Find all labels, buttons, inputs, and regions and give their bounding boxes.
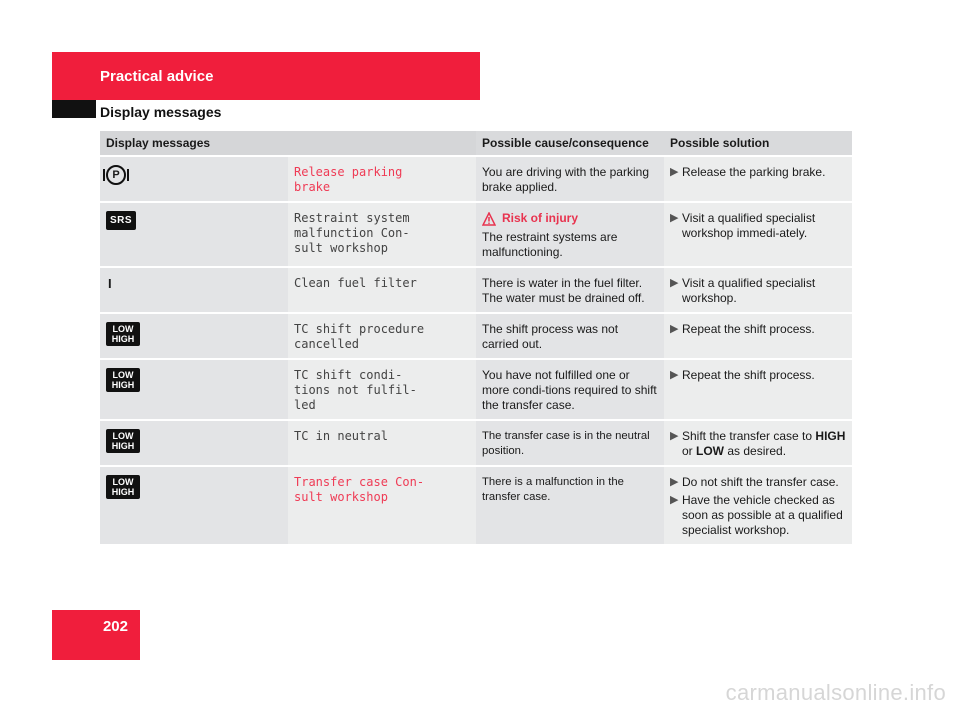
display-message-text: Restraint system malfunction Con- sult workshop <box>294 211 410 255</box>
display-message-text: TC in neutral <box>294 429 388 443</box>
arrow-bullet-icon: ▶ <box>670 369 679 381</box>
srs-icon: SRS <box>106 211 136 230</box>
solution-item: ▶ Have the vehicle checked as soon as possible at a qualified specialist workshop. <box>670 493 843 537</box>
message-cell <box>288 156 476 202</box>
solution-cell <box>664 202 852 267</box>
solution-item: ▶ Visit a qualified specialist workshop immedi-ately. <box>670 211 816 240</box>
arrow-bullet-icon: ▶ <box>670 166 679 178</box>
solution-cell <box>664 359 852 420</box>
solution-item: ▶ Shift the transfer case to HIGH or LOW as desired. <box>670 429 846 458</box>
solution-cell <box>664 466 852 544</box>
icon-cell <box>100 420 288 466</box>
low-high-icon: LOW HIGH <box>106 429 140 453</box>
cause-text: The shift process was not carried out. <box>482 322 619 351</box>
table-row <box>100 267 852 313</box>
cause-cell <box>476 359 664 420</box>
subsection-title: Display messages <box>100 104 222 120</box>
table-row <box>100 313 852 359</box>
warning-title: Risk of injury <box>502 211 579 225</box>
table-row <box>100 156 852 202</box>
page-number: 202 <box>102 618 128 635</box>
arrow-bullet-icon: ▶ <box>670 430 679 442</box>
cause-text: There is water in the fuel filter. The water must be drained off. <box>482 276 645 305</box>
display-message-text: TC shift condi- tions not fulfil- led <box>294 368 417 412</box>
watermark: carmanualsonline.info <box>725 680 946 705</box>
arrow-bullet-icon: ▶ <box>670 323 679 335</box>
display-message-text: Clean fuel filter <box>294 276 417 290</box>
icon-cell <box>100 313 288 359</box>
message-cell <box>288 420 476 466</box>
cause-text: The transfer case is in the neutral position. <box>482 430 650 457</box>
cause-cell <box>476 466 664 544</box>
message-cell <box>288 202 476 267</box>
display-message-text: Transfer case Con- sult workshop <box>294 475 425 504</box>
section-marker-tab <box>52 100 96 118</box>
parking-brake-icon: P <box>106 165 126 185</box>
arrow-bullet-icon: ▶ <box>670 212 679 224</box>
table-row <box>100 359 852 420</box>
solution-item: ▶ Visit a qualified specialist workshop. <box>670 276 816 305</box>
column-header-cause: Possible cause/consequence <box>476 131 664 156</box>
message-cell <box>288 359 476 420</box>
solution-cell <box>664 156 852 202</box>
cause-text: The restraint systems are malfunctioning. <box>482 230 618 259</box>
cause-text: There is a malfunction in the transfer case. <box>482 476 624 503</box>
solution-item: ▶ Repeat the shift process. <box>670 368 815 382</box>
table-header-row <box>100 131 852 156</box>
low-high-icon: LOW HIGH <box>106 368 140 392</box>
table-row <box>100 466 852 544</box>
cause-cell <box>476 202 664 267</box>
table-row <box>100 420 852 466</box>
warning-triangle-icon <box>482 212 496 226</box>
message-cell <box>288 313 476 359</box>
message-cell <box>288 466 476 544</box>
icon-cell <box>100 359 288 420</box>
solution-cell <box>664 420 852 466</box>
column-header-solution: Possible solution <box>664 131 852 156</box>
arrow-bullet-icon: ▶ <box>670 494 679 506</box>
low-high-icon: LOW HIGH <box>106 475 140 499</box>
arrow-bullet-icon: ▶ <box>670 277 679 289</box>
cause-text: You have not fulfilled one or more condi-tions required to shift the transfer case. <box>482 368 657 412</box>
icon-cell <box>100 202 288 267</box>
display-messages-table <box>100 131 852 544</box>
cause-cell <box>476 313 664 359</box>
display-message-text: TC shift procedure cancelled <box>294 322 425 351</box>
cause-cell <box>476 420 664 466</box>
cause-cell <box>476 156 664 202</box>
column-header-display-messages: Display messages <box>100 131 476 156</box>
icon-cell <box>100 466 288 544</box>
solution-item: ▶ Repeat the shift process. <box>670 322 815 336</box>
icon-cell <box>100 267 288 313</box>
cause-text: You are driving with the parking brake applied. <box>482 165 649 194</box>
solution-item: ▶ Do not shift the transfer case. <box>670 475 839 489</box>
arrow-bullet-icon: ▶ <box>670 476 679 488</box>
warning-heading <box>482 211 658 226</box>
cause-cell <box>476 267 664 313</box>
section-title: Practical advice <box>100 68 214 85</box>
table-row <box>100 202 852 267</box>
message-cell <box>288 267 476 313</box>
fuel-filter-icon: I <box>108 276 112 291</box>
solution-cell <box>664 313 852 359</box>
solution-item: ▶ Release the parking brake. <box>670 165 826 179</box>
solution-cell <box>664 267 852 313</box>
icon-cell <box>100 156 288 202</box>
display-message-text: Release parking brake <box>294 165 403 194</box>
low-high-icon: LOW HIGH <box>106 322 140 346</box>
